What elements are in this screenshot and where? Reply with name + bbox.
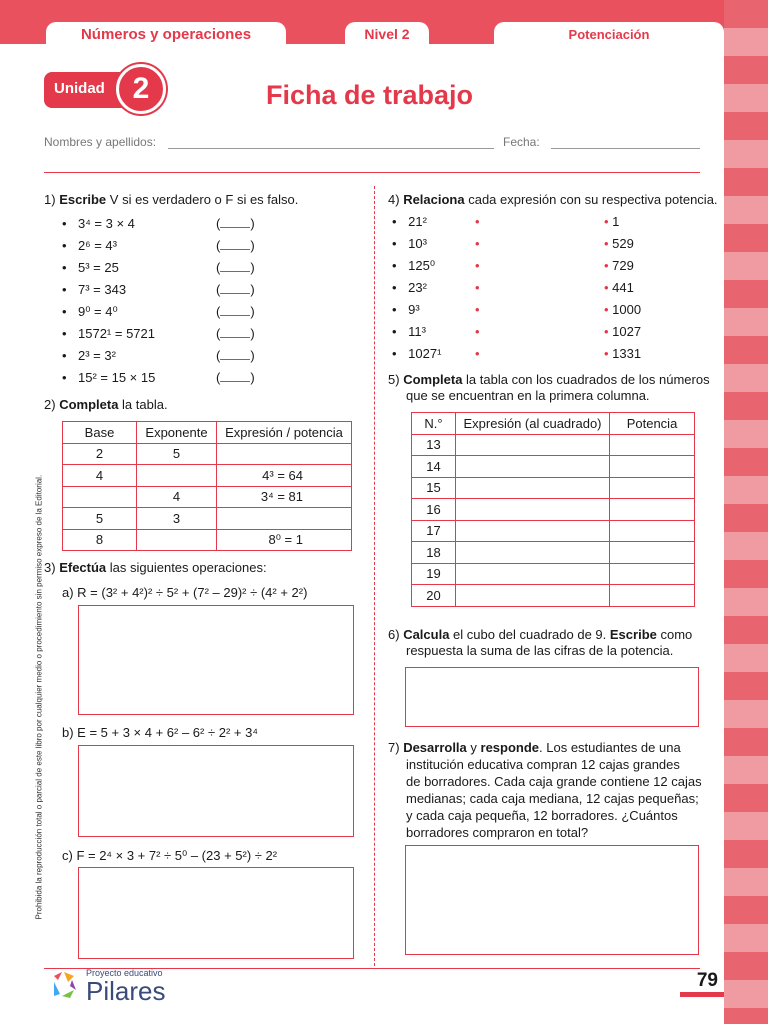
q5-number-cell: 15 xyxy=(412,477,456,499)
q2-cell: 4 xyxy=(137,486,217,508)
q4-expression-text: 9³ xyxy=(408,302,420,317)
blank-close: ) xyxy=(250,326,255,341)
blank-close: ) xyxy=(250,216,255,231)
unit-label: Unidad xyxy=(54,80,105,97)
q5-table xyxy=(411,412,695,607)
table-row xyxy=(412,520,695,542)
q5-num: 5) xyxy=(388,372,400,387)
q7-rest: . Los estudiantes de una xyxy=(539,740,681,755)
q4-left-dot[interactable]: • xyxy=(475,324,480,339)
q6-line2: respuesta la suma de las cifras de la potencia. xyxy=(406,643,674,658)
q5-power-cell[interactable] xyxy=(610,499,695,521)
q4-verb: Relaciona xyxy=(403,192,465,207)
q2-cell[interactable] xyxy=(137,529,217,551)
q1-statement xyxy=(62,216,135,231)
q4-left-dot[interactable]: • xyxy=(475,302,480,317)
table-row xyxy=(412,477,695,499)
q1-answer-blank[interactable] xyxy=(216,260,255,275)
tab-subtopic: Potenciación xyxy=(494,22,724,46)
q1-answer-blank[interactable] xyxy=(216,370,255,385)
q5-expression-cell[interactable] xyxy=(456,434,610,456)
table-row xyxy=(412,563,695,585)
table-row xyxy=(412,456,695,478)
bullet: • xyxy=(62,370,67,385)
q4-right-dot[interactable]: • xyxy=(604,280,613,295)
q6-mid: el cubo del cuadrado de 9. xyxy=(449,627,610,642)
q5-expression-cell[interactable] xyxy=(456,585,610,607)
bullet: • xyxy=(62,282,67,297)
blank-line[interactable] xyxy=(220,227,250,228)
q4-power xyxy=(604,280,634,295)
names-label: Nombres y apellidos: xyxy=(44,135,157,149)
q4-left-dot[interactable]: • xyxy=(475,346,480,361)
q5-rest: la tabla con los cuadrados de los números xyxy=(462,372,710,387)
q5-expression-cell[interactable] xyxy=(456,477,610,499)
q5-number-cell: 14 xyxy=(412,456,456,478)
q3-c-answer-box[interactable] xyxy=(78,867,354,959)
q5-prompt xyxy=(388,372,710,404)
q1-answer-blank[interactable] xyxy=(216,304,255,319)
blank-open: ( xyxy=(216,282,221,297)
q4-right-dot[interactable]: • xyxy=(604,236,613,251)
q4-power xyxy=(604,236,634,251)
tab-topic: Números y operaciones xyxy=(46,22,286,46)
q4-power-text: 729 xyxy=(612,258,634,273)
q2-verb: Completa xyxy=(59,397,119,412)
q1-num: 1) xyxy=(44,192,56,207)
q2-cell: 5 xyxy=(63,508,137,530)
bullet: • xyxy=(62,326,67,341)
q5-number-cell: 20 xyxy=(412,585,456,607)
q7-mid: y xyxy=(466,740,481,755)
q2-prompt xyxy=(44,397,168,413)
q5-line2: que se encuentran en la primera columna. xyxy=(406,388,650,403)
q4-left-dot[interactable]: • xyxy=(475,236,480,251)
q1-statement xyxy=(62,326,155,341)
bullet: • xyxy=(62,260,67,275)
q2-header: Exponente xyxy=(137,422,217,444)
q4-power-text: 1000 xyxy=(612,302,642,317)
q1-answer-blank[interactable] xyxy=(216,282,255,297)
q4-expression-text: 21² xyxy=(408,214,427,229)
q1-rest: V si es verdadero o F si es falso. xyxy=(106,192,299,207)
blank-line[interactable] xyxy=(220,315,250,316)
q5-power-cell[interactable] xyxy=(610,542,695,564)
q1-answer-blank[interactable] xyxy=(216,216,255,231)
q2-cell[interactable] xyxy=(217,508,352,530)
q5-expression-cell[interactable] xyxy=(456,520,610,542)
q4-left-dot[interactable]: • xyxy=(475,258,480,273)
q7-line: de borradores. Cada caja grande contiene 12 cajas xyxy=(406,774,702,789)
bullet: • xyxy=(62,238,67,253)
q1-statement xyxy=(62,238,117,253)
blank-close: ) xyxy=(250,348,255,363)
q4-power-text: 1027 xyxy=(612,324,642,339)
q5-power-cell[interactable] xyxy=(610,520,695,542)
q4-right-dot[interactable]: • xyxy=(604,214,613,229)
q2-cell: 4³ = 64 xyxy=(217,465,352,487)
q4-left-dot[interactable]: • xyxy=(475,214,480,229)
q2-cell: 5 xyxy=(137,443,217,465)
bullet: • xyxy=(392,346,401,361)
page-title: Ficha de trabajo xyxy=(266,80,474,110)
q3-a-expression: a) R = (3² + 4²)² ÷ 5² + (7² – 29)² ÷ (4² + 2²) xyxy=(62,585,308,600)
q4-power-text: 529 xyxy=(612,236,634,251)
blank-open: ( xyxy=(216,216,221,231)
q4-right-dot[interactable]: • xyxy=(604,302,613,317)
blank-open: ( xyxy=(216,348,221,363)
q1-statement-text: 7³ = 343 xyxy=(78,282,127,297)
q3-a-answer-box[interactable] xyxy=(78,605,354,715)
q1-answer-blank[interactable] xyxy=(216,326,255,341)
q1-statement xyxy=(62,304,118,320)
q2-cell: 4 xyxy=(63,465,137,487)
q2-cell: 8 xyxy=(63,529,137,551)
q1-statement-text: 3⁴ = 3 × 4 xyxy=(78,216,135,231)
q4-num: 4) xyxy=(388,192,400,207)
q1-prompt xyxy=(44,192,298,208)
q2-num: 2) xyxy=(44,397,56,412)
bullet: • xyxy=(392,302,401,317)
tab-level: Nivel 2 xyxy=(345,22,429,46)
blank-line[interactable] xyxy=(220,381,250,382)
date-label: Fecha: xyxy=(503,135,540,149)
q6-verb2: Escribe xyxy=(609,627,657,642)
q6-answer-box[interactable] xyxy=(405,667,699,727)
q7-num: 7) xyxy=(388,740,400,755)
q1-answer-blank[interactable] xyxy=(216,238,255,253)
q4-expression xyxy=(392,214,427,229)
q3-b-expression: b) E = 5 + 3 × 4 + 6² – 6² ÷ 2² + 3⁴ xyxy=(62,725,258,740)
names-field[interactable] xyxy=(168,148,494,149)
q4-power-text: 1 xyxy=(612,214,620,229)
table-row xyxy=(412,499,695,521)
bullet: • xyxy=(392,324,401,339)
q5-verb: Completa xyxy=(403,372,463,387)
q7-verb1: Desarrolla xyxy=(403,740,467,755)
q1-verb: Escribe xyxy=(59,192,107,207)
q4-expression xyxy=(392,324,426,339)
q6-num: 6) xyxy=(388,627,400,642)
q3-verb: Efectúa xyxy=(59,560,107,575)
q2-header: Expresión / potencia xyxy=(217,422,352,444)
q5-expression-cell[interactable] xyxy=(456,563,610,585)
table-row xyxy=(63,486,352,508)
q4-expression xyxy=(392,280,427,295)
q5-header: Potencia xyxy=(610,413,695,435)
q5-power-cell[interactable] xyxy=(610,456,695,478)
q3-c-expression: c) F = 2⁴ × 3 + 7² ÷ 5⁰ – (23 + 5²) ÷ 2² xyxy=(62,848,278,863)
q1-statement xyxy=(62,282,126,297)
q3-b-answer-box[interactable] xyxy=(78,745,354,837)
q4-power xyxy=(604,324,641,339)
blank-line[interactable] xyxy=(220,337,250,338)
q4-left-dot[interactable]: • xyxy=(475,280,480,295)
q7-line: y cada caja pequeña, 12 borradores. ¿Cuántos xyxy=(406,808,678,823)
q1-statement-text: 15² = 15 × 15 xyxy=(78,370,156,385)
q4-expression-text: 10³ xyxy=(408,236,427,251)
q4-power xyxy=(604,214,619,229)
blank-close: ) xyxy=(250,304,255,319)
q1-statement-text: 9⁰ = 4⁰ xyxy=(78,304,118,319)
q6-prompt xyxy=(388,627,692,659)
q4-power-text: 1331 xyxy=(612,346,642,361)
q5-number-cell: 13 xyxy=(412,434,456,456)
bullet: • xyxy=(62,304,67,319)
bullet: • xyxy=(62,216,67,231)
q4-right-dot[interactable]: • xyxy=(604,258,613,273)
q4-power xyxy=(604,346,641,361)
q4-power xyxy=(604,302,641,317)
q5-power-cell[interactable] xyxy=(610,585,695,607)
table-row xyxy=(63,508,352,530)
q5-power-cell[interactable] xyxy=(610,563,695,585)
blank-line[interactable] xyxy=(220,249,250,250)
q6-verb1: Calcula xyxy=(403,627,450,642)
q4-power-text: 441 xyxy=(612,280,634,295)
q4-expression xyxy=(392,258,435,274)
q5-number-cell: 16 xyxy=(412,499,456,521)
q7-verb2: responde xyxy=(480,740,540,755)
q5-number-cell: 19 xyxy=(412,563,456,585)
q5-expression-cell[interactable] xyxy=(456,499,610,521)
q5-header: Expresión (al cuadrado) xyxy=(456,413,610,435)
blank-open: ( xyxy=(216,238,221,253)
blank-close: ) xyxy=(250,238,255,253)
q5-number-cell: 18 xyxy=(412,542,456,564)
q1-statement xyxy=(62,260,119,275)
q2-cell[interactable] xyxy=(137,465,217,487)
table-row xyxy=(63,529,352,551)
q4-right-dot[interactable]: • xyxy=(604,346,613,361)
column-divider xyxy=(374,186,375,966)
blank-open: ( xyxy=(216,260,221,275)
page-number: 79 xyxy=(680,970,724,997)
q3-prompt xyxy=(44,560,267,576)
q1-answer-blank[interactable] xyxy=(216,348,255,363)
blank-open: ( xyxy=(216,304,221,319)
q2-table xyxy=(62,421,352,551)
q2-rest: la tabla. xyxy=(118,397,168,412)
q7-line: institución educativa compran 12 cajas grandes xyxy=(406,757,680,772)
q3-rest: las siguientes operaciones: xyxy=(106,560,267,575)
q5-expression-cell[interactable] xyxy=(456,456,610,478)
q4-expression-text: 1027¹ xyxy=(408,346,442,361)
q2-cell[interactable] xyxy=(63,486,137,508)
q1-statement-text: 2³ = 3² xyxy=(78,348,116,363)
q7-line: medianas; cada caja mediana, 12 cajas pequeñas; xyxy=(406,791,699,806)
q5-header: N.° xyxy=(412,413,456,435)
blank-close: ) xyxy=(250,370,255,385)
q1-statement-text: 2⁶ = 4³ xyxy=(78,238,117,253)
q1-statement-text: 1572¹ = 5721 xyxy=(78,326,155,341)
date-field[interactable] xyxy=(551,148,700,149)
table-row xyxy=(412,542,695,564)
table-row xyxy=(412,585,695,607)
q1-statement-text: 5³ = 25 xyxy=(78,260,119,275)
q4-expression-text: 125⁰ xyxy=(408,258,436,273)
q4-right-dot[interactable]: • xyxy=(604,324,613,339)
blank-open: ( xyxy=(216,370,221,385)
q2-header: Base xyxy=(63,422,137,444)
bullet: • xyxy=(392,258,401,273)
q7-line: borradores compraron en total? xyxy=(406,825,589,840)
q5-expression-cell[interactable] xyxy=(456,542,610,564)
q2-cell: 3 xyxy=(137,508,217,530)
q5-power-cell[interactable] xyxy=(610,477,695,499)
q2-cell[interactable] xyxy=(217,443,352,465)
unit-number: 2 xyxy=(116,64,166,114)
blank-close: ) xyxy=(250,260,255,275)
table-row xyxy=(63,443,352,465)
q4-expression-text: 23² xyxy=(408,280,427,295)
q7-answer-box[interactable] xyxy=(405,845,699,955)
logo-title: Pilares xyxy=(86,976,166,1006)
q3-num: 3) xyxy=(44,560,56,575)
q4-rest: cada expresión con su respectiva potencia. xyxy=(464,192,718,207)
blank-line[interactable] xyxy=(220,293,250,294)
blank-line[interactable] xyxy=(220,271,250,272)
q2-cell: 8⁰ = 1 xyxy=(217,529,352,551)
blank-close: ) xyxy=(250,282,255,297)
q5-power-cell[interactable] xyxy=(610,434,695,456)
logo-subtitle: Proyecto educativo xyxy=(86,968,163,978)
divider xyxy=(44,172,700,173)
table-row xyxy=(412,434,695,456)
bullet: • xyxy=(62,348,67,363)
q5-number-cell: 17 xyxy=(412,520,456,542)
q6-rest: como xyxy=(656,627,693,642)
blank-open: ( xyxy=(216,326,221,341)
bullet: • xyxy=(392,214,401,229)
blank-line[interactable] xyxy=(220,359,250,360)
q4-expression xyxy=(392,236,427,251)
q4-expression xyxy=(392,346,441,361)
right-stripes xyxy=(724,0,768,1024)
q2-cell: 2 xyxy=(63,443,137,465)
q7-prompt xyxy=(388,740,681,756)
q4-power xyxy=(604,258,634,273)
copyright-notice: Prohibida la reproducción total o parcial de este libro por cualquier medio o procedimiento sin permiso expreso de la Editorial. xyxy=(34,474,44,920)
q4-prompt xyxy=(388,192,718,208)
q1-statement xyxy=(62,370,155,385)
q4-expression xyxy=(392,302,420,317)
q4-expression-text: 11³ xyxy=(408,324,426,339)
q2-cell: 3⁴ = 81 xyxy=(217,486,352,508)
q1-statement xyxy=(62,348,116,363)
pilares-logo-icon xyxy=(50,968,78,1000)
table-row xyxy=(63,465,352,487)
bullet: • xyxy=(392,236,401,251)
bullet: • xyxy=(392,280,401,295)
